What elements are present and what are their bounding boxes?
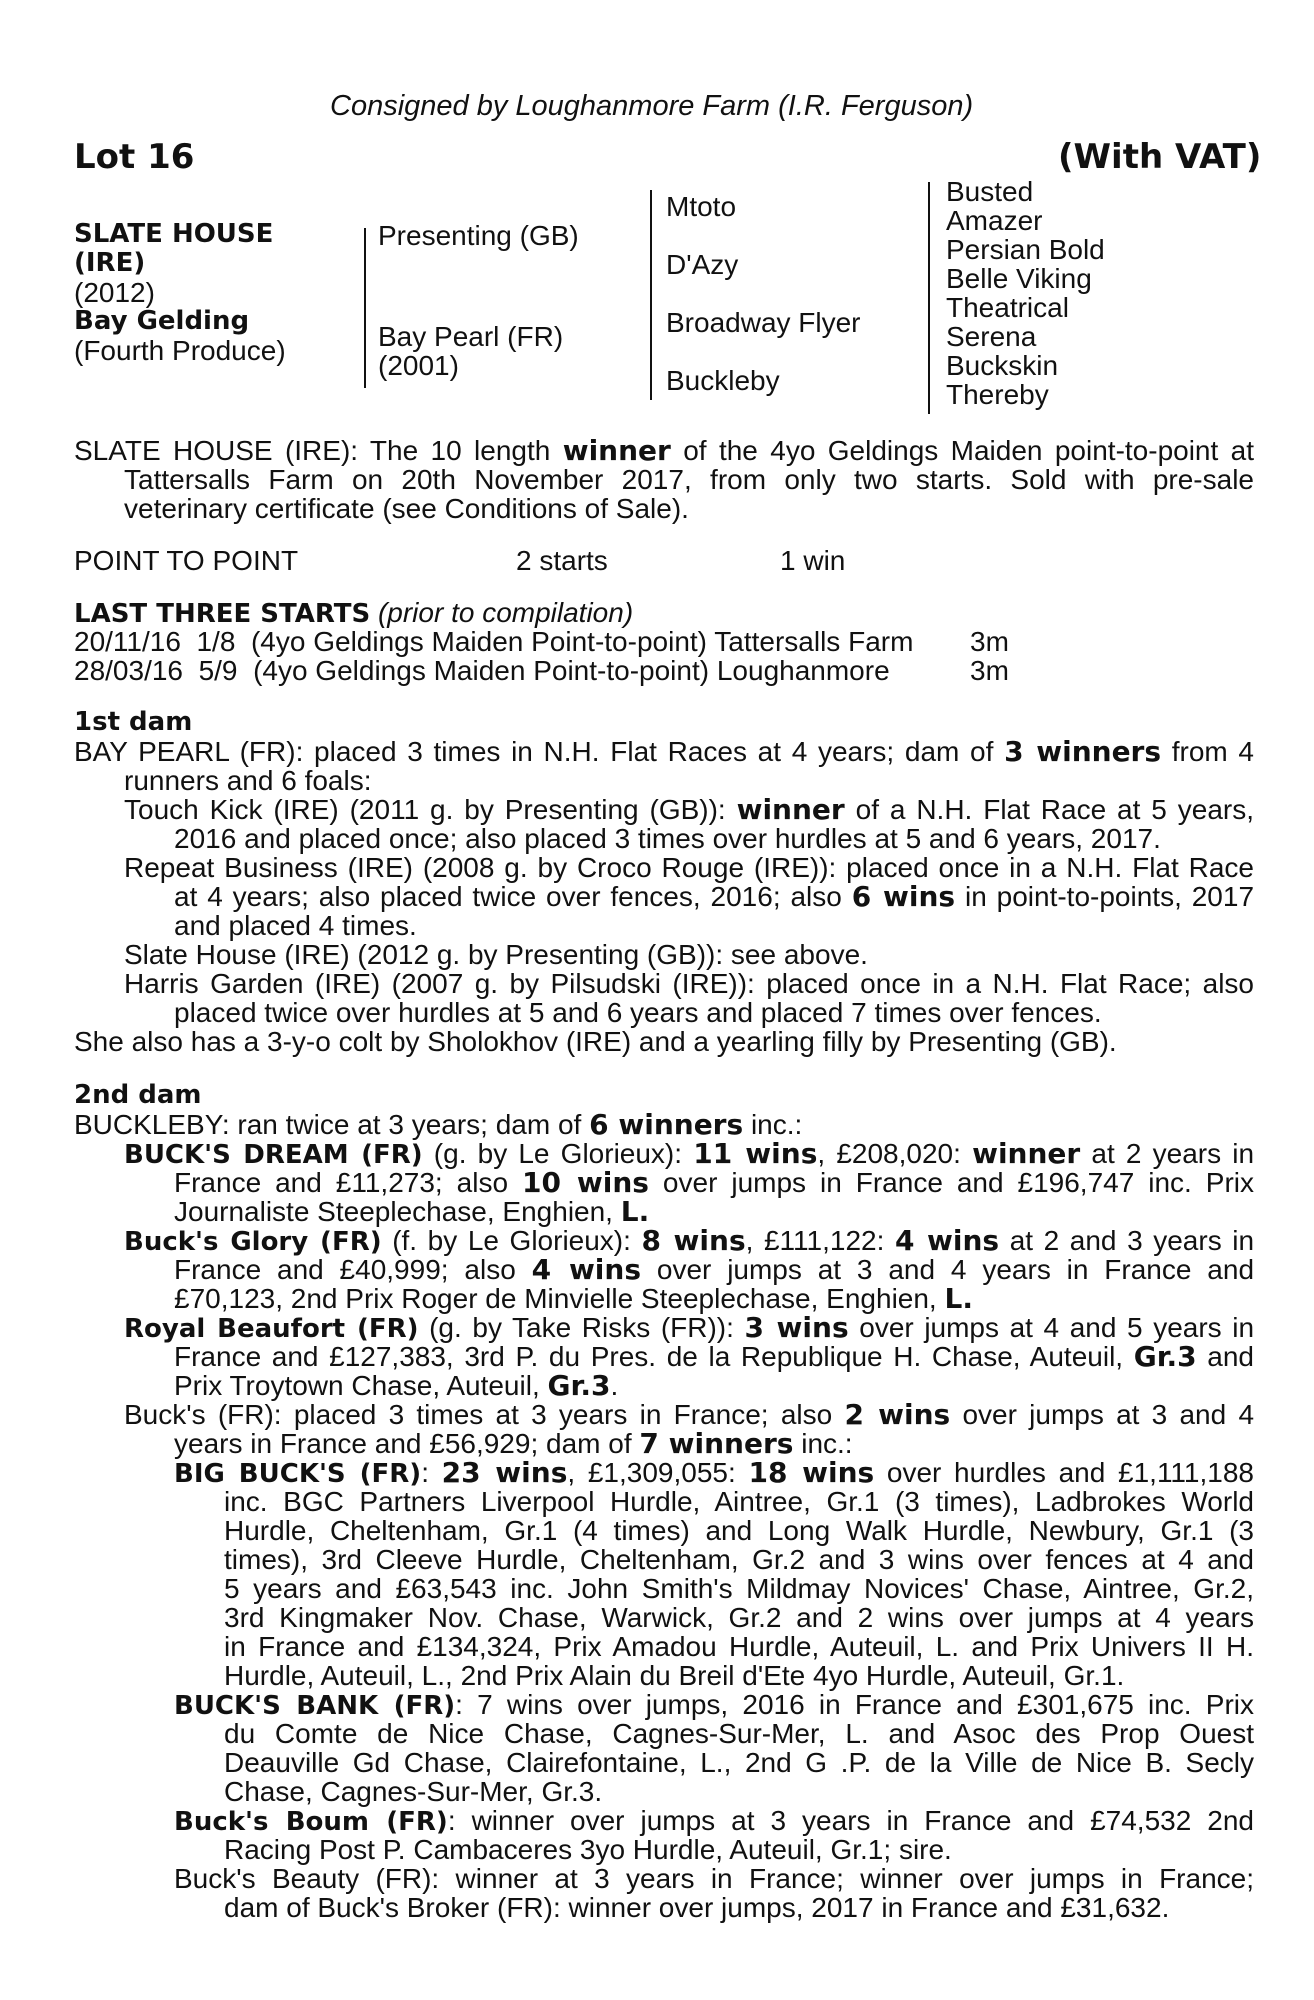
touch-kick-line-1: Touch Kick (IRE) (2011 g. by Presenting (GB)): winner of a N.H. Flat Race at 5 years, (124, 793, 1254, 826)
royal-beaufort-line-1: Royal Beaufort (FR) (g. by Take Risks (FR)): 3 wins over jumps at 4 and 5 years in (124, 1311, 1255, 1344)
gen4-3: Persian Bold (946, 234, 1105, 265)
horse-origin: (IRE) (74, 248, 146, 278)
dam-year: (2001) (378, 350, 459, 381)
granddam-sire: D'Azy (666, 249, 739, 280)
repeat-business-line-1: Repeat Business (IRE) (2008 g. by Croco Rouge (IRE)): placed once in a N.H. Flat Race (124, 852, 1254, 883)
royal-beaufort-line-3: Prix Troytown Chase, Auteuil, Gr.3. (174, 1369, 619, 1402)
second-dam-heading: 2nd dam (74, 1080, 202, 1110)
slate-house-line: Slate House (IRE) (2012 g. by Presenting (GB)): see above. (124, 939, 868, 970)
big-bucks-line-7: in France and £134,324, Prix Amadou Hurdle, Auteuil, L. and Prix Univers II H. (224, 1631, 1254, 1662)
start-row-1-dist: 3m (970, 626, 1009, 657)
start-row-2-dist: 3m (970, 655, 1009, 686)
bucks-line-2: years in France and £56,929; dam of 7 winners inc.: (174, 1427, 853, 1460)
horse-produce: (Fourth Produce) (74, 335, 286, 366)
bucks-bank-line-3: Deauville Gd Chase, Clairefontaine, L., 2nd G .P. de la Ville de Nice B. Secly (224, 1747, 1254, 1778)
first-dam-heading: 1st dam (74, 707, 193, 737)
pedigree-bracket-3 (928, 182, 930, 414)
big-bucks-line-4: times), 3rd Cleeve Hurdle, Cheltenham, Gr.2 and 3 wins over fences at 4 and (224, 1544, 1254, 1575)
gen4-1: Busted (946, 176, 1034, 207)
summary-line-2: Tattersalls Farm on 20th November 2017, from only two starts. Sold with pre-sale (124, 464, 1254, 495)
vat-status: (With VAT) (1058, 137, 1262, 177)
repeat-business-line-3: and placed 4 times. (174, 910, 417, 941)
harris-garden-line-1: Harris Garden (IRE) (2007 g. by Pilsudski (IRE)): placed once in a N.H. Flat Race; also (124, 968, 1254, 999)
second-dam-intro: BUCKLEBY: ran twice at 3 years; dam of 6 winners inc.: (74, 1108, 803, 1141)
horse-name: SLATE HOUSE (74, 219, 274, 249)
harris-garden-line-2: placed twice over hurdles at 5 and 6 years and placed 7 times over fences. (174, 997, 1102, 1028)
bucks-glory-line-3: £70,123, 2nd Prix Roger de Minvielle Steeplechase, Enghien, L. (174, 1282, 973, 1315)
gen4-8: Thereby (946, 379, 1049, 410)
record-wins: 1 win (780, 545, 846, 576)
start-row-1: 20/11/16 1/8 (4yo Geldings Maiden Point-to-point) Tattersalls Farm (74, 626, 914, 657)
last-three-heading: LAST THREE STARTS (prior to compilation) (74, 597, 634, 629)
first-dam-line-2: runners and 6 foals: (124, 765, 372, 796)
big-bucks-line-8: Hurdle, Auteuil, L., 2nd Prix Alain du Breil d'Ete 4yo Hurdle, Auteuil, Gr.1. (224, 1660, 1125, 1691)
record-starts: 2 starts (516, 545, 608, 576)
big-bucks-line-1: BIG BUCK'S (FR): 23 wins, £1,309,055: 18 wins over hurdles and £1,111,188 (174, 1456, 1254, 1489)
grandsire-dam: Broadway Flyer (666, 307, 861, 338)
bucks-line-1: Buck's (FR): placed 3 times at 3 years in France; also 2 wins over jumps at 3 and 4 (124, 1398, 1255, 1431)
pedigree-bracket-1 (364, 228, 366, 388)
gen4-5: Theatrical (946, 292, 1069, 323)
summary-line-1: SLATE HOUSE (IRE): The 10 length winner of the 4yo Geldings Maiden point-to-point at (74, 434, 1255, 467)
horse-sex: Bay Gelding (74, 306, 250, 336)
bucks-dream-line-3: Journaliste Steeplechase, Enghien, L. (174, 1195, 650, 1228)
royal-beaufort-line-2: France and £127,383, 3rd P. du Pres. de la Republique H. Chase, Auteuil, Gr.3 and (174, 1340, 1254, 1373)
bucks-beauty-line-2: dam of Buck's Broker (FR): winner over jumps, 2017 in France and £31,632. (224, 1892, 1170, 1923)
bucks-bank-line-2: du Comte de Nice Chase, Cagnes-Sur-Mer, L. and Asoc des Prop Ouest (224, 1718, 1254, 1749)
first-dam-also: She also has a 3-y-o colt by Sholokhov (IRE) and a yearling filly by Presenting (GB). (74, 1026, 1117, 1057)
pedigree-bracket-2 (650, 190, 652, 400)
big-bucks-line-6: 3rd Kingmaker Nov. Chase, Warwick, Gr.2 and 2 wins over jumps at 4 years (224, 1602, 1254, 1633)
gen4-6: Serena (946, 321, 1037, 352)
grandsire-sire: Mtoto (666, 191, 737, 222)
big-bucks-line-5: 5 years and £63,543 inc. John Smith's Mildmay Novices' Chase, Aintree, Gr.2, (224, 1573, 1254, 1604)
bucks-dream-line-2: France and £11,273; also 10 wins over jumps in France and £196,747 inc. Prix (174, 1166, 1255, 1199)
bucks-boum-line-1: Buck's Boum (FR): winner over jumps at 3 years in France and £74,532 2nd (174, 1805, 1255, 1837)
bucks-glory-line-1: Buck's Glory (FR) (f. by Le Glorieux): 8 wins, £111,122: 4 wins at 2 and 3 years in (124, 1224, 1255, 1257)
dam: Bay Pearl (FR) (378, 321, 564, 352)
bucks-bank-line-4: Chase, Cagnes-Sur-Mer, Gr.3. (224, 1776, 603, 1807)
first-dam-line-1: BAY PEARL (FR): placed 3 times in N.H. Flat Races at 4 years; dam of 3 winners from 4 (74, 735, 1254, 768)
bucks-bank-line-1: BUCK'S BANK (FR): 7 wins over jumps, 2016 in France and £301,675 inc. Prix (174, 1689, 1254, 1721)
sire: Presenting (GB) (378, 220, 579, 251)
lot-number: Lot 16 (74, 137, 195, 177)
repeat-business-line-2: at 4 years; also placed twice over fences, 2016; also 6 wins in point-to-points, 2017 (174, 880, 1255, 913)
big-bucks-line-2: inc. BGC Partners Liverpool Hurdle, Aintree, Gr.1 (3 times), Ladbrokes World (224, 1486, 1254, 1517)
big-bucks-line-3: Hurdle, Cheltenham, Gr.1 (4 times) and Long Walk Hurdle, Newbury, Gr.1 (3 (224, 1515, 1254, 1546)
start-row-2: 28/03/16 5/9 (4yo Geldings Maiden Point-to-point) Loughanmore (74, 655, 890, 686)
gen4-7: Buckskin (946, 350, 1059, 381)
bucks-dream-line-1: BUCK'S DREAM (FR) (g. by Le Glorieux): 11 wins, £208,020: winner at 2 years in (124, 1137, 1255, 1170)
record-label: POINT TO POINT (74, 545, 299, 576)
granddam-dam: Buckleby (666, 365, 780, 396)
bucks-beauty-line-1: Buck's Beauty (FR): winner at 3 years in France; winner over jumps in France; (174, 1863, 1254, 1894)
bucks-boum-line-2: Racing Post P. Cambaceres 3yo Hurdle, Auteuil, Gr.1; sire. (224, 1834, 952, 1865)
gen4-4: Belle Viking (946, 263, 1092, 294)
touch-kick-line-2: 2016 and placed once; also placed 3 times over hurdles at 5 and 6 years, 2017. (174, 823, 1161, 854)
gen4-2: Amazer (946, 205, 1043, 236)
summary-line-3: veterinary certificate (see Conditions of Sale). (124, 493, 689, 524)
consignor: Consigned by Loughanmore Farm (I.R. Ferguson) (330, 90, 974, 122)
horse-year: (2012) (74, 277, 155, 308)
bucks-glory-line-2: France and £40,999; also 4 wins over jumps at 3 and 4 years in France and (174, 1253, 1255, 1286)
